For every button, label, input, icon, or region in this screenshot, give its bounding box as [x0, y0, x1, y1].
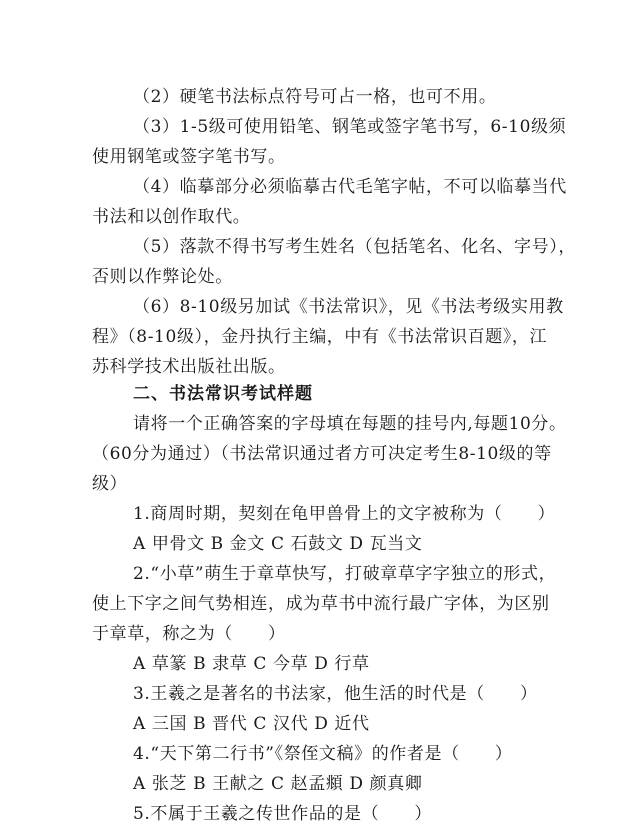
question-4-options: A 张芝 B 王献之 C 赵孟頫 D 颜真卿 [133, 774, 423, 794]
question-3: 3.王羲之是著名的书法家，他生活的时代是（ ） [133, 684, 538, 704]
rule-5-line1: （5）落款不得书写考生姓名（包括笔名、化名、字号）， [133, 237, 576, 257]
rule-5-line2: 否则以作弊论处。 [92, 267, 233, 287]
instructions-line3: 级） [92, 474, 128, 494]
question-1-options: A 甲骨文 B 金文 C 石鼓文 D 瓦当文 [133, 534, 423, 554]
question-2-line3: 于章草，称之为（ ） [92, 624, 286, 644]
question-3-options: A 三国 B 晋代 C 汉代 D 近代 [133, 714, 370, 734]
rule-6-line2: 程》（8-10级），金丹执行主编，中有《书法常识百题》，江 [92, 327, 548, 347]
question-5: 5.不属于王羲之传世作品的是（ ） [133, 804, 433, 824]
question-1: 1.商周时期，契刻在龟甲兽骨上的文字被称为（ ） [133, 504, 556, 524]
rule-6-line1: （6）8-10级另加试《书法常识》，见《书法考级实用教 [133, 297, 564, 317]
question-2-options: A 草篆 B 隶草 C 今草 D 行草 [133, 654, 370, 674]
question-4: 4.“天下第二行书”《祭侄文稿》的作者是（ ） [133, 744, 513, 764]
rule-4-line2: 书法和以创作取代。 [92, 207, 251, 227]
rule-6-line3: 苏科学技术出版社出版。 [92, 357, 286, 377]
instructions-line2: （60分为通过）（书法常识通过者方可决定考生8-10级的等 [92, 444, 552, 464]
section-heading: 二、书法常识考试样题 [133, 384, 313, 404]
instructions-line1: 请将一个正确答案的字母填在每题的挂号内,每题10分。 [133, 414, 567, 434]
rule-2: （2）硬笔书法标点符号可占一格，也可不用。 [133, 87, 497, 107]
question-2-line2: 使上下字之间气势相连，成为草书中流行最广字体，为区别 [92, 594, 550, 614]
rule-4-line1: （4）临摹部分必须临摹古代毛笔字帖，不可以临摹当代 [133, 177, 567, 197]
rule-3-line1: （3）1-5级可使用铅笔、钢笔或签字笔书写，6-10级须 [133, 117, 567, 137]
rule-3-line2: 使用钢笔或签字笔书写。 [92, 147, 286, 167]
question-2-line1: 2.“小草”萌生于章草快写，打破章草字字独立的形式， [133, 564, 557, 584]
